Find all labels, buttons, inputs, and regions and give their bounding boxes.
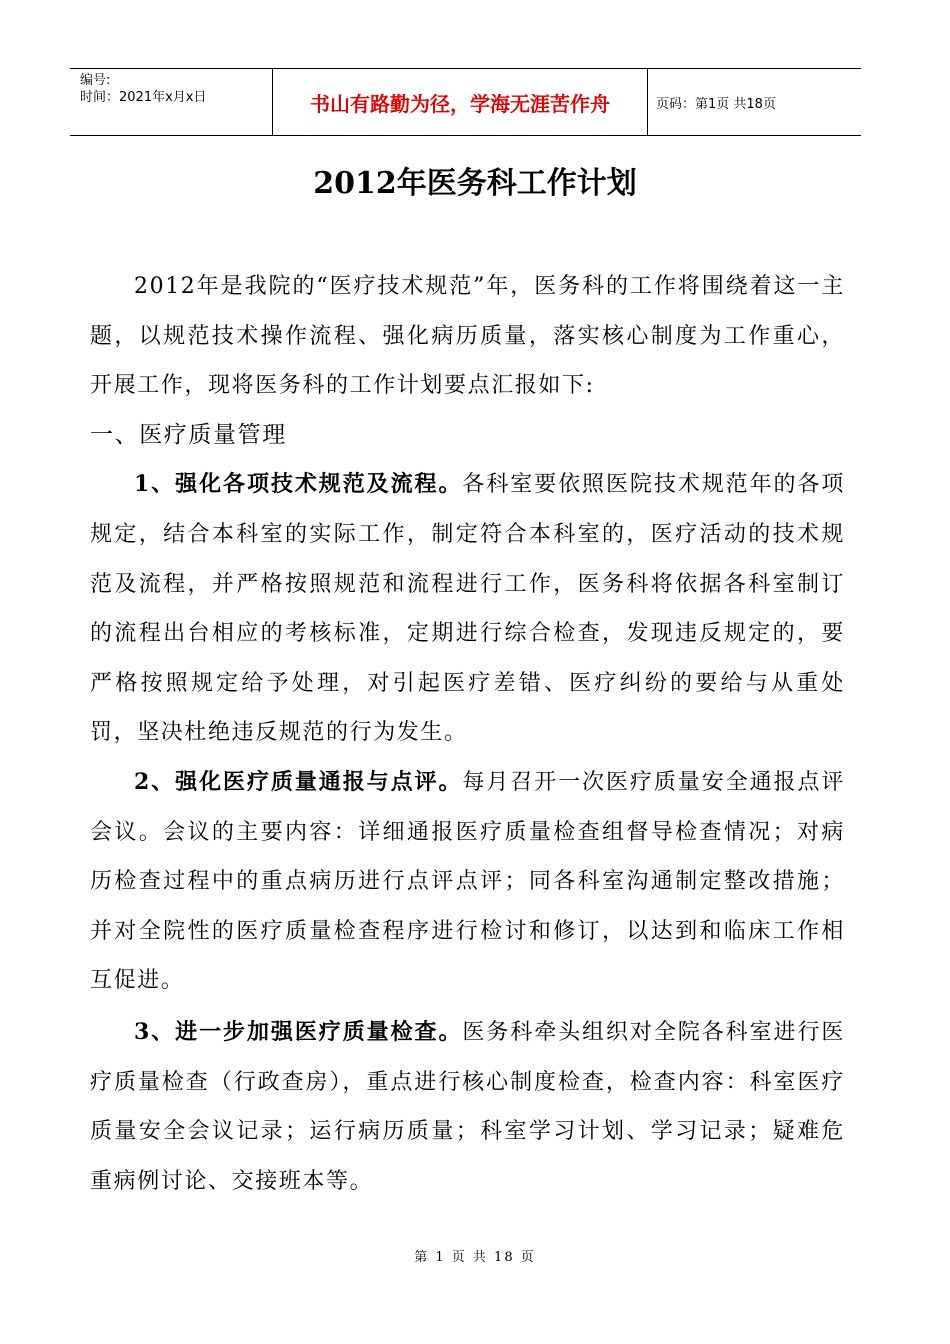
item-paragraph-1: [90, 460, 845, 758]
number-label: 编号:: [80, 73, 111, 88]
header-slogan: 书山有路勤为径，学海无涯苦作舟: [272, 69, 648, 135]
page-footer: 第 1 页 共 18 页: [414, 1250, 536, 1265]
item-paragraph-3: [90, 1008, 845, 1206]
section-heading: 一、医疗质量管理: [90, 421, 287, 448]
item-lead-1: 1、强化各项技术规范及流程。: [134, 471, 463, 498]
item-text-2: 每月召开一次医疗质量安全通报点评会议。会议的主要内容：详细通报医疗质量检查组督导检查情况；对病历检查过程中的重点病历进行点评点评；同各科室沟通制定整改措施；并对全院性的医疗质量检查程序进行检讨和修订，以达到和临床工作相互促进。: [90, 769, 845, 994]
header-page-info: 页码：第1页 共18页: [656, 96, 776, 112]
document-body: [90, 262, 845, 1206]
time-label: 时间：2021年x月x日: [80, 90, 207, 105]
header-meta: [70, 69, 272, 135]
item-paragraph-2: [90, 758, 845, 1006]
item-text-3: 医务科牵头组织对全院各科室进行医疗质量检查（行政查房），重点进行核心制度检查，检查内容：科室医疗质量安全会议记录；运行病历质量；科室学习计划、学习记录；疑难危重病例讨论、交接班本等。: [90, 1019, 845, 1194]
page-title: 2012年医务科工作计划: [313, 166, 637, 201]
intro-paragraph: 2012年是我院的“医疗技术规范”年，医务科的工作将围绕着这一主题，以规范技术操作流程、强化病历质量，落实核心制度为工作重心，开展工作，现将医务科的工作计划要点汇报如下:: [90, 274, 845, 399]
document-header: [70, 68, 861, 136]
item-lead-2: 2、强化医疗质量通报与点评。: [134, 768, 463, 795]
item-text-1: 各科室要依照医院技术规范年的各项规定，结合本科室的实际工作，制定符合本科室的，医疗活动的技术规范及流程，并严格按照规范和流程进行工作，医务科将依据各科室制订的流程出台相应的考核标准，定期进行综合检查，发现违反规定的，要严格按照规定给予处理，对引起医疗差错、医疗纠纷的要给与从重处罚，坚决杜绝违反规范的行为发生。: [90, 472, 845, 746]
item-lead-3: 3、进一步加强医疗质量检查。: [134, 1018, 463, 1045]
